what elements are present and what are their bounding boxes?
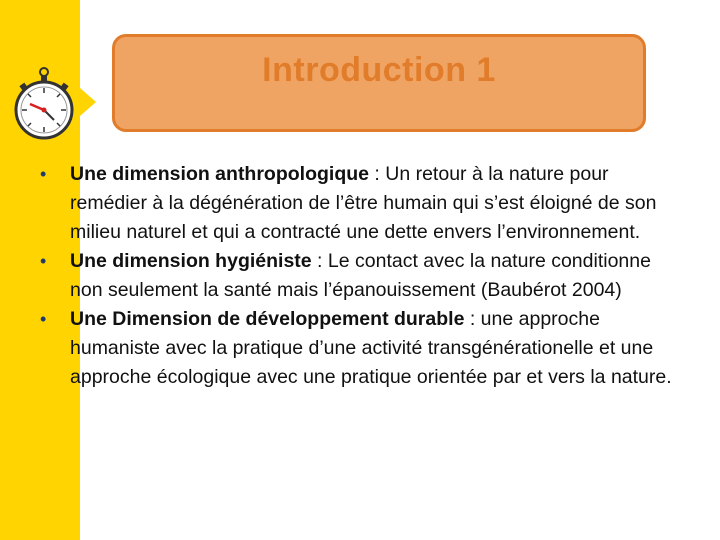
title-box — [112, 34, 646, 132]
bullet-text: : Le contact avec la nature conditionne non seulement la santé mais l’épanouissement (Baubérot 2004) — [70, 250, 651, 301]
bullet-dot: • — [40, 309, 47, 329]
bullet-text: : Un retour à la nature pour remédier à la dégénération de l’être humain qui s’est éloigné de son milieu naturel et qui a contracté une dette envers l’environnement. — [70, 163, 657, 243]
bullet-heading: Une dimension hygiéniste — [70, 250, 312, 272]
list-item — [40, 247, 680, 305]
bullet-heading: Une Dimension de développement durable — [70, 308, 465, 330]
bullet-heading: Une dimension anthropologique — [70, 163, 369, 185]
bullet-dot: • — [40, 251, 47, 271]
stopwatch-icon — [14, 64, 100, 144]
bullet-list — [40, 160, 680, 392]
bullet-dot: • — [40, 164, 47, 184]
list-item — [40, 160, 680, 247]
bullet-text: : une approche humaniste avec la pratique d’une activité transgénérationelle et une approche écologique avec une pratique orientée par et vers la nature. — [70, 308, 672, 388]
slide-title: Introduction 1 — [262, 51, 496, 89]
list-item — [40, 305, 680, 392]
